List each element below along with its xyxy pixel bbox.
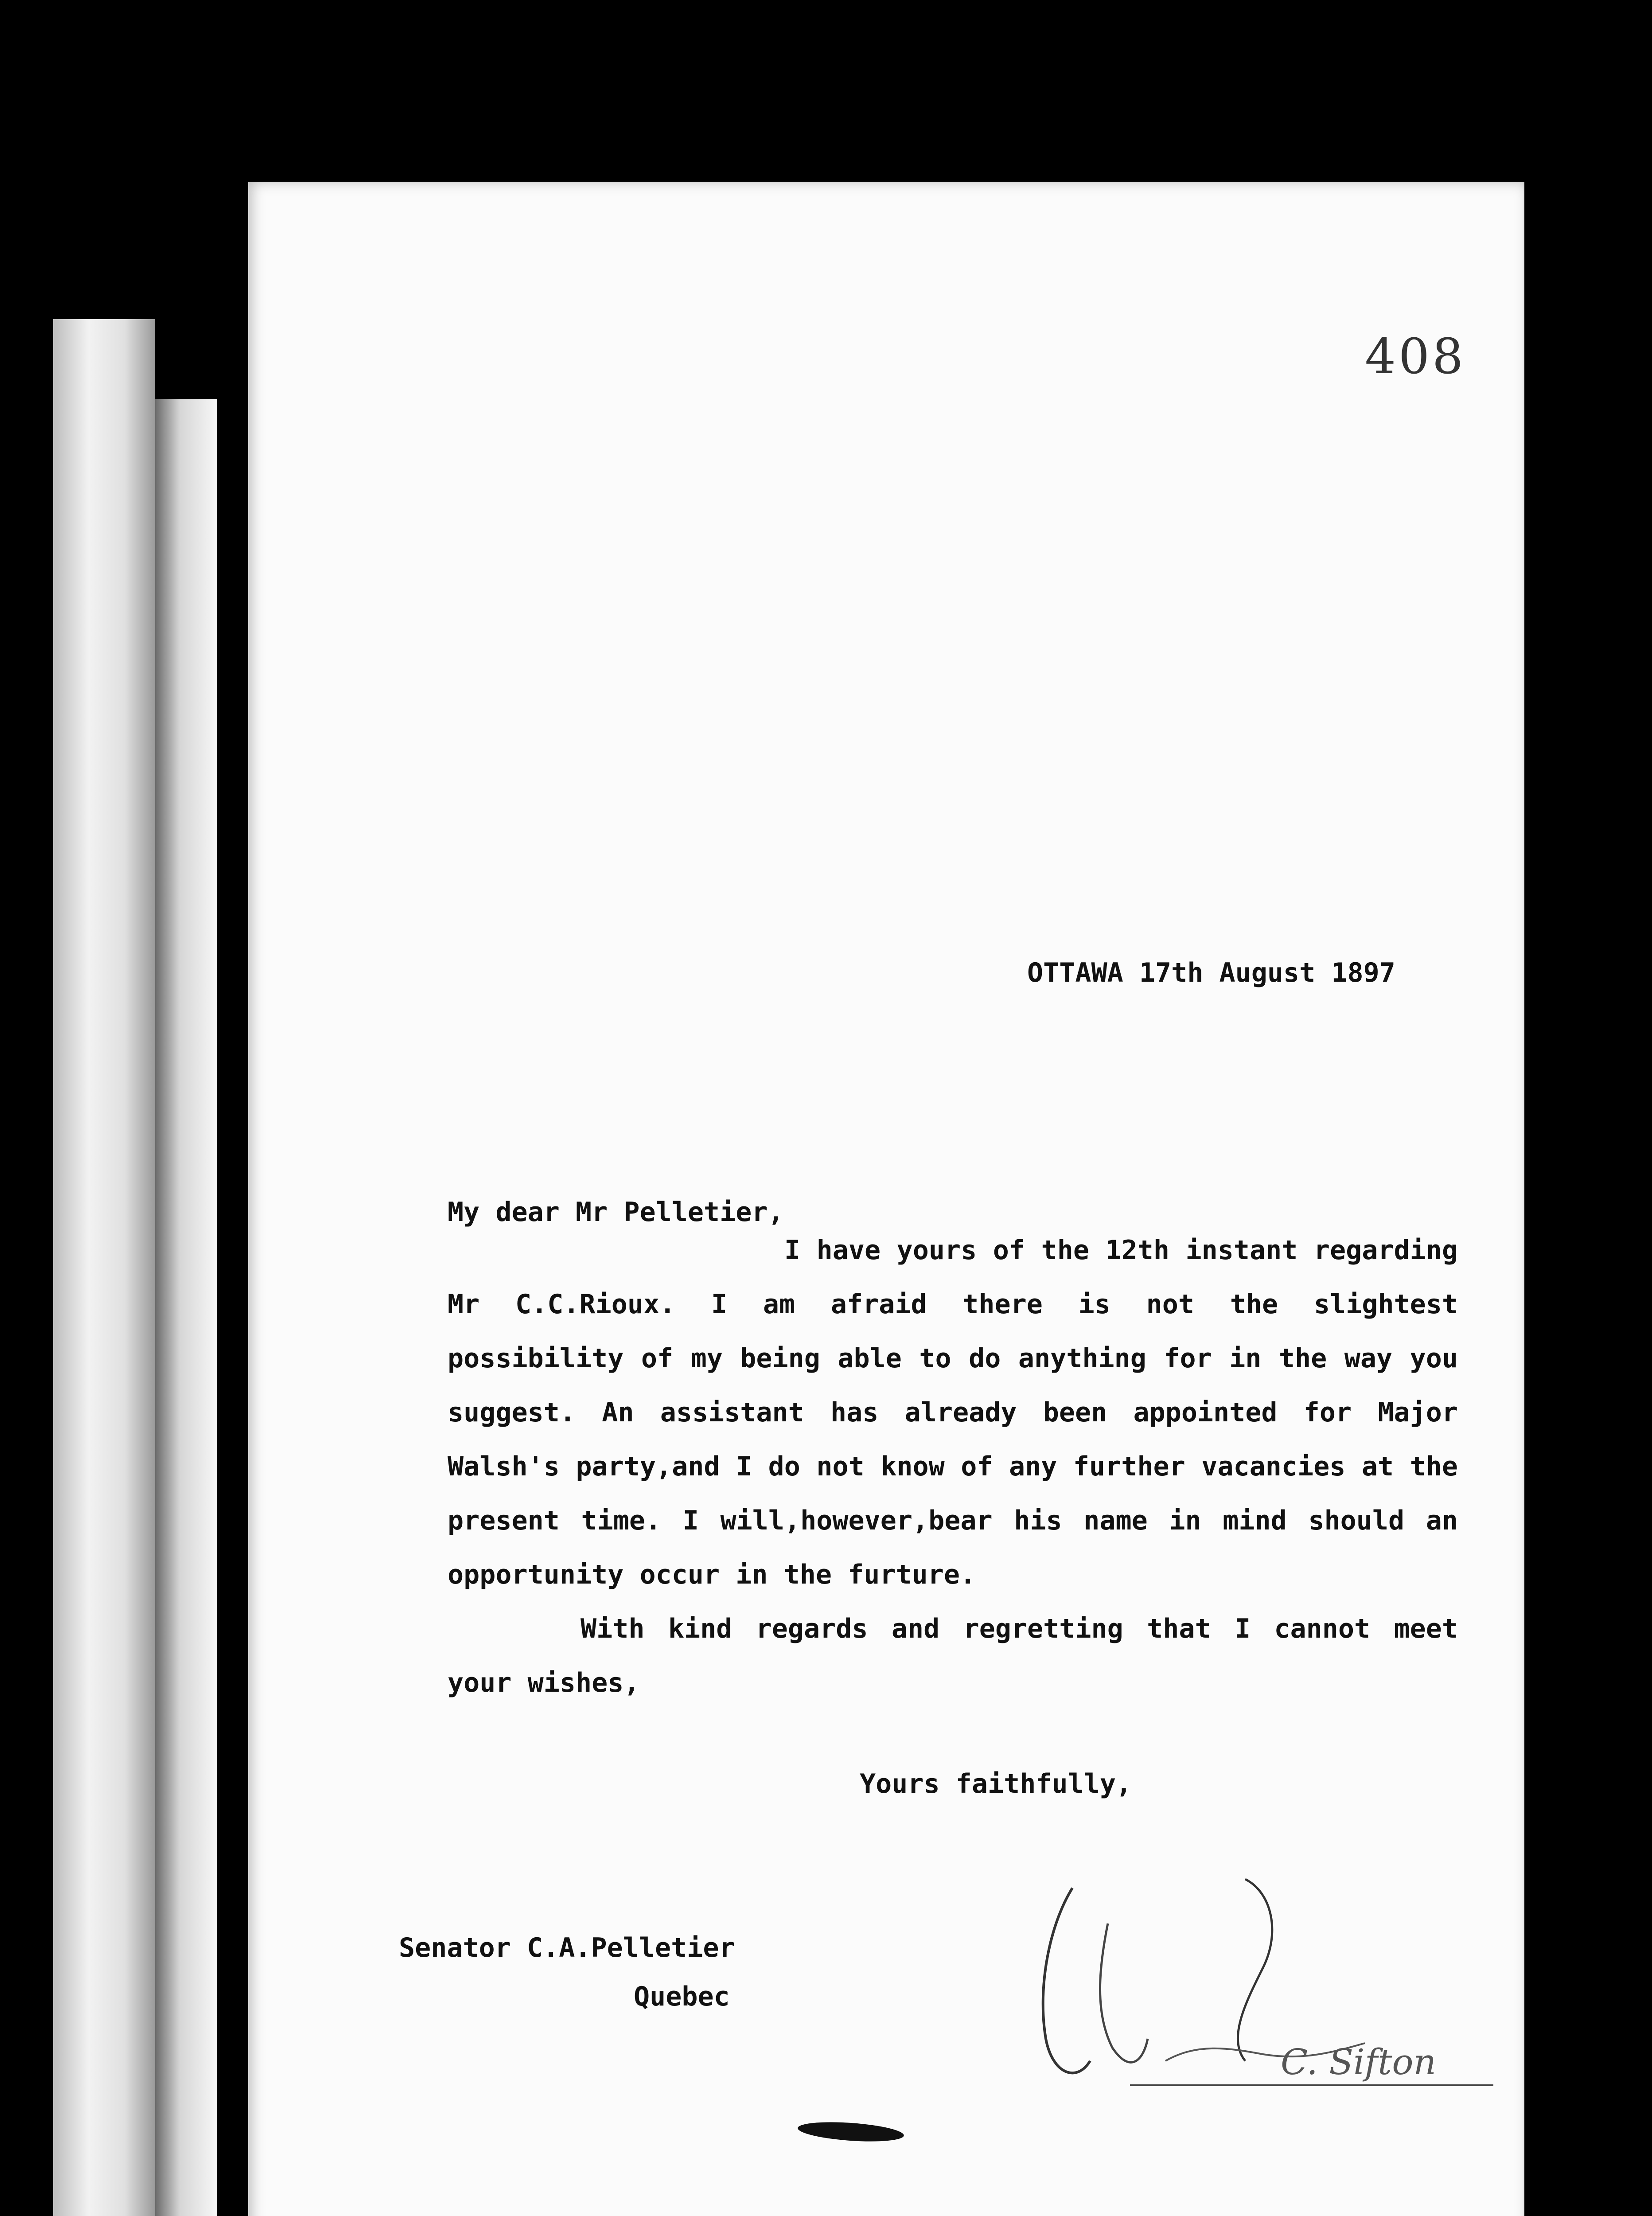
- body-paragraph: With kind regards and regretting that I cannot meet your wishes,: [448, 1613, 1458, 1698]
- recipient-city: Quebec: [634, 1981, 730, 2012]
- signature-text: C. Sifton: [1281, 2041, 1437, 2083]
- recipient-name: Senator C.A.Pelletier: [399, 1932, 735, 1963]
- body-paragraph: I have yours of the 12th instant regarding Mr C.C.Rioux. I am afraid there is not the slightest possibility of my being able to do anything for in the way you suggest. An assistant has already been appointed for Major Walsh's party,and I do not know of any further vacancies at the present time. I will,however,bear his name in mind should an opportunity occur in the furture.: [448, 1235, 1458, 1590]
- date-line: OTTAWA 17th August 1897: [1027, 957, 1395, 988]
- closing: Yours faithfully,: [860, 1768, 1132, 1799]
- page-number: 408: [1365, 328, 1466, 385]
- binding-edge: [53, 319, 155, 2216]
- letter-body: [448, 1223, 1458, 1710]
- salutation: My dear Mr Pelletier,: [448, 1197, 784, 1228]
- handwritten-signature: [997, 1853, 1507, 2172]
- binding-shadow: [155, 399, 217, 2216]
